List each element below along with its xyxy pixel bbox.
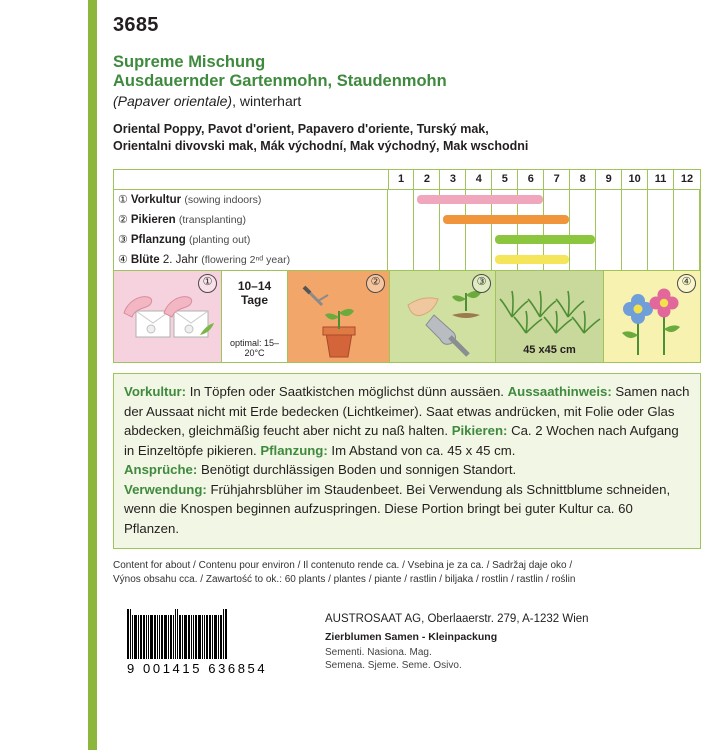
content-quantity-note bbox=[113, 559, 693, 587]
calendar-row-label bbox=[114, 250, 388, 270]
cell bbox=[466, 250, 492, 270]
latin-name bbox=[113, 92, 703, 111]
step-badge-2: ② bbox=[366, 274, 385, 293]
germination-days bbox=[222, 279, 287, 307]
barcode-number: 9 001415 636854 bbox=[127, 661, 268, 676]
company-address: AUSTROSAAT AG, Oberlaaerstr. 279, A-1232 Wien bbox=[325, 613, 589, 625]
step-badge-4: ④ bbox=[677, 274, 696, 293]
pictogram-transplanting bbox=[288, 271, 390, 362]
cell bbox=[622, 190, 648, 210]
calendar-row-months bbox=[388, 210, 700, 230]
instruction-text-verwendung: Frühjahrsblüher im Staudenbeet. Bei Verwendung als Schnittblume schneiden, wenn die Knospen beginnen aufzuspringen. Diese Portion bringt bei guter Kultur ca. 60 Pflanzen. bbox=[124, 481, 671, 536]
calendar-row-label bbox=[114, 190, 388, 210]
article-number: 3685 bbox=[113, 14, 159, 36]
content-quantity-line-2: Výnos obsahu cca. / Zawartość to ok.: 60 plants / plantes / piante / rastlin / biljaka / rostlin / rastlin / roślin bbox=[113, 574, 576, 585]
instruction-text-vorkultur: In Töpfen oder Saatkistchen möglichst dünn aussäen. bbox=[186, 384, 504, 399]
left-green-bar bbox=[88, 0, 97, 750]
cell bbox=[674, 230, 700, 250]
footer bbox=[113, 609, 703, 689]
calendar-row-pikieren bbox=[114, 210, 700, 230]
step-number-1: ① bbox=[118, 194, 128, 206]
timing-bar-pikieren bbox=[443, 215, 569, 224]
step-badge-3: ③ bbox=[472, 274, 491, 293]
month-1: 1 bbox=[389, 170, 415, 189]
row-label-vorkultur: Vorkultur bbox=[130, 194, 182, 206]
cell bbox=[674, 190, 700, 210]
pictogram-flowering bbox=[604, 271, 700, 362]
instruction-heading-pflanzung: Pflanzung: bbox=[260, 442, 328, 458]
row-paren-bluete: (flowering 2ⁿᵈ year) bbox=[201, 254, 291, 266]
cell bbox=[388, 190, 414, 210]
pictogram-sowing-indoors bbox=[114, 271, 222, 362]
instruction-text-anspruche: Benötigt durchlässigen Boden und sonnigen Standort. bbox=[197, 462, 517, 477]
product-subtitle: Ausdauernder Gartenmohn, Staudenmohn bbox=[113, 72, 447, 90]
cell bbox=[648, 210, 674, 230]
cell bbox=[648, 190, 674, 210]
latin-binomial: (Papaver orientale) bbox=[113, 93, 233, 109]
calendar-row-label bbox=[114, 210, 388, 230]
barcode-bars bbox=[127, 609, 307, 659]
calendar-row-label bbox=[114, 230, 388, 250]
timing-calendar bbox=[113, 169, 701, 271]
calendar-row-pflanzung bbox=[114, 230, 700, 250]
company-info bbox=[325, 613, 589, 672]
step-badge-1: ① bbox=[198, 274, 217, 293]
cell bbox=[596, 250, 622, 270]
month-5: 5 bbox=[492, 170, 518, 189]
cell bbox=[570, 210, 596, 230]
pictogram-plant-spacing bbox=[496, 271, 604, 362]
instruction-heading-pikieren: Pikieren: bbox=[451, 423, 508, 438]
cell bbox=[570, 250, 596, 270]
cultivation-instructions bbox=[113, 373, 701, 549]
row-label-pflanzung: Pflanzung bbox=[130, 234, 186, 246]
month-2: 2 bbox=[414, 170, 440, 189]
title-block bbox=[113, 53, 703, 111]
month-7: 7 bbox=[544, 170, 570, 189]
cell bbox=[544, 190, 570, 210]
row-paren-pflanzung: (planting out) bbox=[189, 234, 251, 246]
category-translations bbox=[325, 646, 589, 672]
cell bbox=[466, 230, 492, 250]
common-names-line-1: Oriental Poppy, Pavot d'orient, Papavero d'oriente, Turský mak, bbox=[113, 122, 489, 136]
month-11: 11 bbox=[648, 170, 674, 189]
month-header-row bbox=[114, 170, 700, 190]
pictogram-strip bbox=[113, 271, 701, 363]
row-paren-vorkultur: (sowing indoors) bbox=[184, 194, 262, 206]
instruction-heading-verwendung: Verwendung: bbox=[124, 481, 207, 497]
cell bbox=[622, 250, 648, 270]
month-8: 8 bbox=[570, 170, 596, 189]
cell bbox=[388, 250, 414, 270]
plant-spacing-label: 45 x45 cm bbox=[523, 344, 576, 356]
cell bbox=[674, 210, 700, 230]
cell bbox=[440, 250, 466, 270]
cell bbox=[388, 230, 414, 250]
cell bbox=[648, 230, 674, 250]
month-10: 10 bbox=[622, 170, 648, 189]
calendar-row-months bbox=[388, 190, 700, 210]
instruction-heading-vorkultur: Vorkultur: bbox=[124, 384, 187, 399]
month-header-spacer bbox=[114, 170, 389, 189]
category-translations-line-2: Semena. Sjeme. Seme. Osivo. bbox=[325, 660, 462, 671]
hardiness-note: , winterhart bbox=[232, 93, 302, 109]
cell bbox=[596, 210, 622, 230]
cell bbox=[596, 190, 622, 210]
pictogram-planting-out bbox=[390, 271, 496, 362]
cell bbox=[388, 210, 414, 230]
month-9: 9 bbox=[596, 170, 622, 189]
instruction-heading-anspruche: Ansprüche: bbox=[124, 462, 198, 477]
common-names-line-2: Orientalni divovski mak, Mák východní, Mak východný, Mak wschodni bbox=[113, 139, 529, 153]
month-3: 3 bbox=[440, 170, 466, 189]
instruction-heading-aussaathinweis: Aussaathinweis: bbox=[507, 384, 612, 399]
cell bbox=[570, 190, 596, 210]
pictogram-germination-time bbox=[222, 271, 288, 362]
instruction-text-pikieren: Ca. 2 Wochen nach Aufgang in Einzeltöpfe pikieren. bbox=[124, 423, 679, 458]
common-names bbox=[113, 121, 703, 155]
cell bbox=[440, 230, 466, 250]
month-6: 6 bbox=[518, 170, 544, 189]
calendar-row-bluete bbox=[114, 250, 700, 270]
step-number-2: ② bbox=[118, 214, 128, 226]
cell bbox=[414, 230, 440, 250]
month-12: 12 bbox=[680, 173, 694, 185]
optimal-temperature: optimal: 15–20°C bbox=[229, 338, 280, 358]
cell bbox=[414, 210, 440, 230]
step-number-4: ④ bbox=[118, 254, 128, 266]
product-category: Zierblumen Samen - Kleinpackung bbox=[325, 631, 498, 643]
content-quantity-line-1: Content for about / Contenu pour environ / Il contenuto rende ca. / Vsebina je za ca. / Sadržaj daje oko / bbox=[113, 560, 573, 571]
cell bbox=[622, 210, 648, 230]
row-label-bluete-extra: 2. Jahr bbox=[162, 254, 198, 266]
germination-days-unit: Tage bbox=[240, 293, 269, 307]
barcode bbox=[127, 609, 307, 676]
month-4: 4 bbox=[466, 170, 492, 189]
cell bbox=[622, 230, 648, 250]
product-title: Supreme Mischung bbox=[113, 53, 266, 71]
cell bbox=[648, 250, 674, 270]
category-translations-line-1: Sementi. Nasiona. Mag. bbox=[325, 647, 432, 658]
cell bbox=[414, 250, 440, 270]
calendar-row-vorkultur bbox=[114, 190, 700, 210]
cell bbox=[596, 230, 622, 250]
instruction-text-pflanzung: Im Abstand von ca. 45 x 45 cm. bbox=[327, 442, 516, 458]
content-area bbox=[113, 0, 703, 689]
row-label-bluete: Blüte bbox=[130, 254, 160, 266]
timing-bar-pflanzung bbox=[495, 235, 595, 244]
timing-bar-bluete bbox=[495, 255, 569, 264]
instruction-text-aussaathinweis: Samen nach der Aussaat nicht mit Erde bedecken (Lichtkeimer). Saat etwas andrücken, mit Folie oder Glas abdecken, gleichmäßig feucht aber nicht zu naß halten. bbox=[124, 384, 690, 438]
timing-bar-vorkultur bbox=[417, 195, 543, 204]
row-paren-pikieren: (transplanting) bbox=[178, 214, 246, 226]
germination-days-value: 10–14 bbox=[237, 279, 272, 293]
step-number-3: ③ bbox=[118, 234, 128, 246]
calendar-row-months bbox=[388, 250, 700, 270]
row-label-pikieren: Pikieren bbox=[130, 214, 176, 226]
calendar-row-months bbox=[388, 230, 700, 250]
cell bbox=[674, 250, 700, 270]
